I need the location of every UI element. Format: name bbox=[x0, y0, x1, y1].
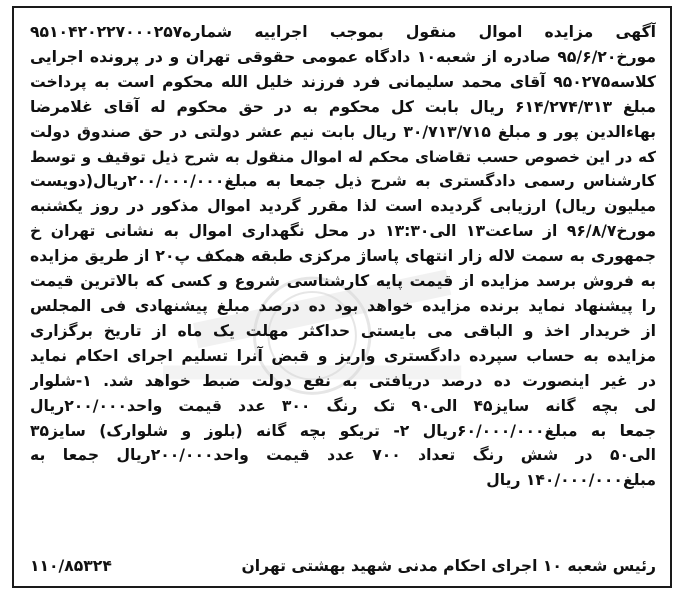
notice-line: کارشناس رسمی دادگستری به شرح ذیل جمعا به مبلغ۲۰۰/۰۰۰/۰۰۰ریال(دویست bbox=[30, 172, 656, 191]
notice-line: از خریدار اخذ و الباقی می بایستی حداکثر مهلت یک ماه از تاریخ برگزاری bbox=[30, 321, 656, 340]
notice-line: آگهی مزایده اموال منقول بموجب اجراییه شماره۹۵۱۰۴۲۰۲۲۷۰۰۰۲۵۷ bbox=[30, 23, 656, 41]
notice-line: به فروش برسد مزایده از قیمت پایه کارشناسی شروع و کسی که بالاترین قیمت bbox=[30, 272, 656, 291]
notice-line: لی بچه گانه سایز۴۵ الی۹۰ تک رنگ ۳۰۰ عدد قیمت واحد۲۰۰/۰۰۰ریال bbox=[30, 396, 656, 415]
notice-line: در غیر اینصورت ده درصد دریافتی به نفع دولت ضبط خواهد شد. ۱-شلوار bbox=[30, 371, 656, 390]
notice-line: میلیون ریال) ارزیابی گردیده است لذا مقرر گردید اموال مذکور در روز یکشنبه bbox=[30, 197, 656, 216]
notice-line: مورخ۹۶/۸/۷ از ساعت۱۳ الی۱۳:۳۰ در محل نگهداری اموال به نشانی تهران خ bbox=[30, 222, 656, 241]
notice-line: که در این خصوص حسب تقاضای محکم له اموال منقول به شرح ذیل توقیف و توسط bbox=[30, 147, 656, 166]
footer-reference-number: ۱۱۰/۸۵۳۲۴ bbox=[30, 557, 112, 575]
notice-line: کلاسه۹۵۰۲۷۵ آقای محمد سلیمانی فرد فرزند خلیل الله محکوم است به پرداخت bbox=[30, 72, 656, 91]
notice-line: مورخ۹۵/۶/۲۰ صادره از شعبه۱۰ دادگاه عمومی حقوقی تهران و در پرونده اجرایی bbox=[30, 47, 656, 66]
notice-line: جمهوری به سمت لاله زار انتهای پاساژ مرکزی طبقه همکف پ۲۰ از طریق مزایده bbox=[30, 247, 656, 266]
notice-footer bbox=[30, 554, 656, 578]
footer-signature: رئیس شعبه ۱۰ اجرای احکام مدنی شهید بهشتی تهران bbox=[241, 557, 656, 575]
notice-body bbox=[30, 20, 656, 493]
notice-line: را پیشنهاد نماید برنده مزایده خواهد بود ده درصد مبلغ پیشنهادی فی المجلس bbox=[30, 296, 656, 315]
notice-line: مزایده به حساب سپرده دادگستری واریز و قبض آنرا تسلیم اجرای احکام نماید bbox=[30, 346, 656, 365]
notice-line: الی۵۰ در شش رنگ تعداد ۷۰۰ عدد قیمت واحد۲۰۰/۰۰۰ریال جمعا به bbox=[30, 446, 656, 465]
notice-line: مبلغ۱۴۰/۰۰۰/۰۰۰ ریال bbox=[486, 471, 656, 490]
notice-line: مبلغ ۶۱۴/۲۷۴/۳۱۳ ریال بابت کل محکوم به در حق محکوم له آقای غلامرضا bbox=[30, 97, 656, 116]
notice-frame bbox=[12, 6, 672, 588]
notice-line: جمعا به مبلغ۶۰/۰۰۰/۰۰۰ریال ۲- تریکو بچه گانه (بلوز و شلوارک) سایز۳۵ bbox=[30, 421, 656, 440]
notice-line: بهاءالدین پور و مبلغ ۳۰/۷۱۳/۷۱۵ ریال بابت نیم عشر دولتی در حق صندوق دولت bbox=[30, 122, 656, 141]
